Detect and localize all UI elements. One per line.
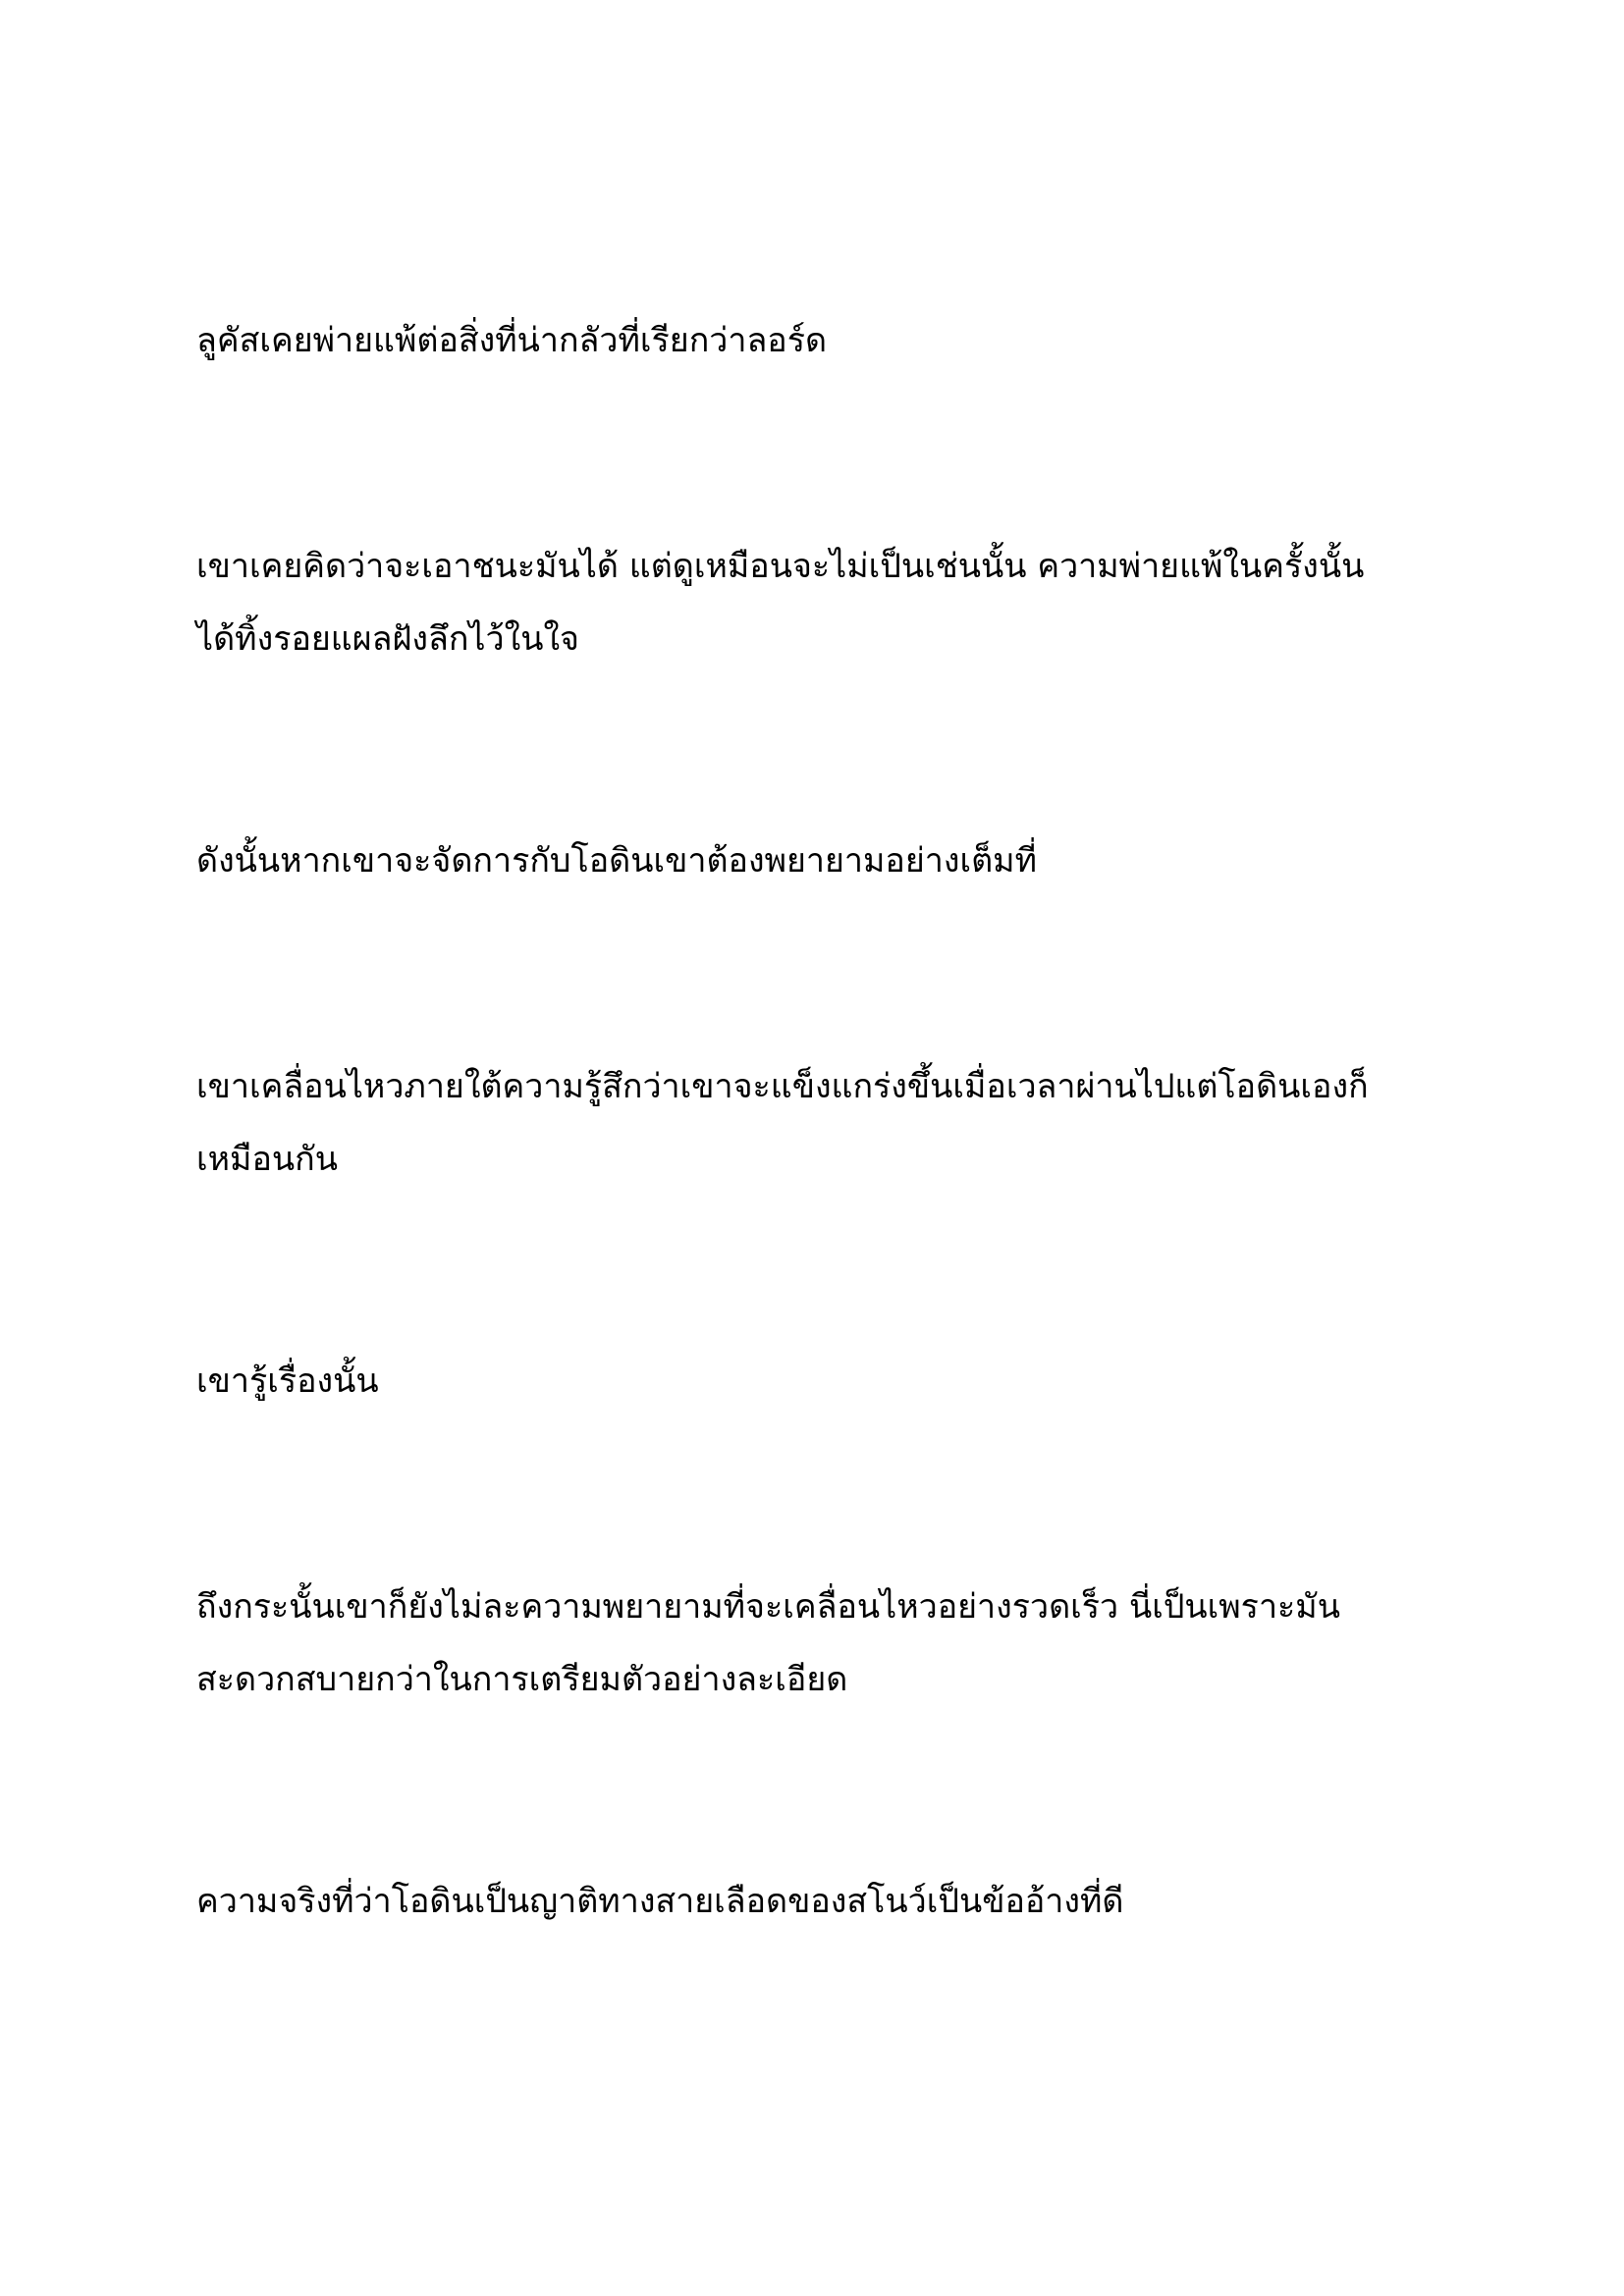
paragraph-line: เหมือนกัน (196, 1140, 338, 1179)
paragraph-1 (196, 304, 1434, 377)
paragraph-4 (196, 1050, 1434, 1196)
paragraph-line: ลูคัสเคยพ่ายแพ้ต่อสิ่งที่น่ากลัวที่เรียกว่าลอร์ด (196, 321, 828, 360)
paragraph-line: สะดวกสบายกว่าในการเตรียมตัวอย่างละเอียด (196, 1660, 848, 1699)
paragraph-line: ดังนั้นหากเขาจะจัดการกับโอดินเขาต้องพยายามอย่างเต็มที่ (196, 841, 1037, 881)
paragraph-line: ถึงกระนั้นเขาก็ยังไม่ละความพยายามที่จะเคลื่อนไหวอย่างรวดเร็ว นี่เป็นเพราะมัน (196, 1587, 1340, 1627)
paragraph-2 (196, 530, 1434, 675)
paragraph-7 (196, 1865, 1434, 1938)
paragraph-line: ความจริงที่ว่าโอดินเป็นญาติทางสายเลือดของสโนว์เป็นข้ออ้างที่ดี (196, 1882, 1124, 1921)
paragraph-line: ได้ทิ้งรอยแผลฝังลึกไว้ในใจ (196, 619, 579, 659)
paragraph-5 (196, 1345, 1434, 1417)
paragraph-line: เขารู้เรื่องนั้น (196, 1362, 379, 1401)
paragraph-6 (196, 1571, 1434, 1716)
paragraph-3 (196, 825, 1434, 897)
paragraph-line: เขาเคยคิดว่าจะเอาชนะมันได้ แต่ดูเหมือนจะไม่เป็นเช่นนั้น ความพ่ายแพ้ในครั้งนั้น (196, 547, 1365, 586)
paragraph-line: เขาเคลื่อนไหวภายใต้ความรู้สึกว่าเขาจะแข็งแกร่งขึ้นเมื่อเวลาผ่านไปแต่โอดินเองก็ (196, 1067, 1369, 1106)
